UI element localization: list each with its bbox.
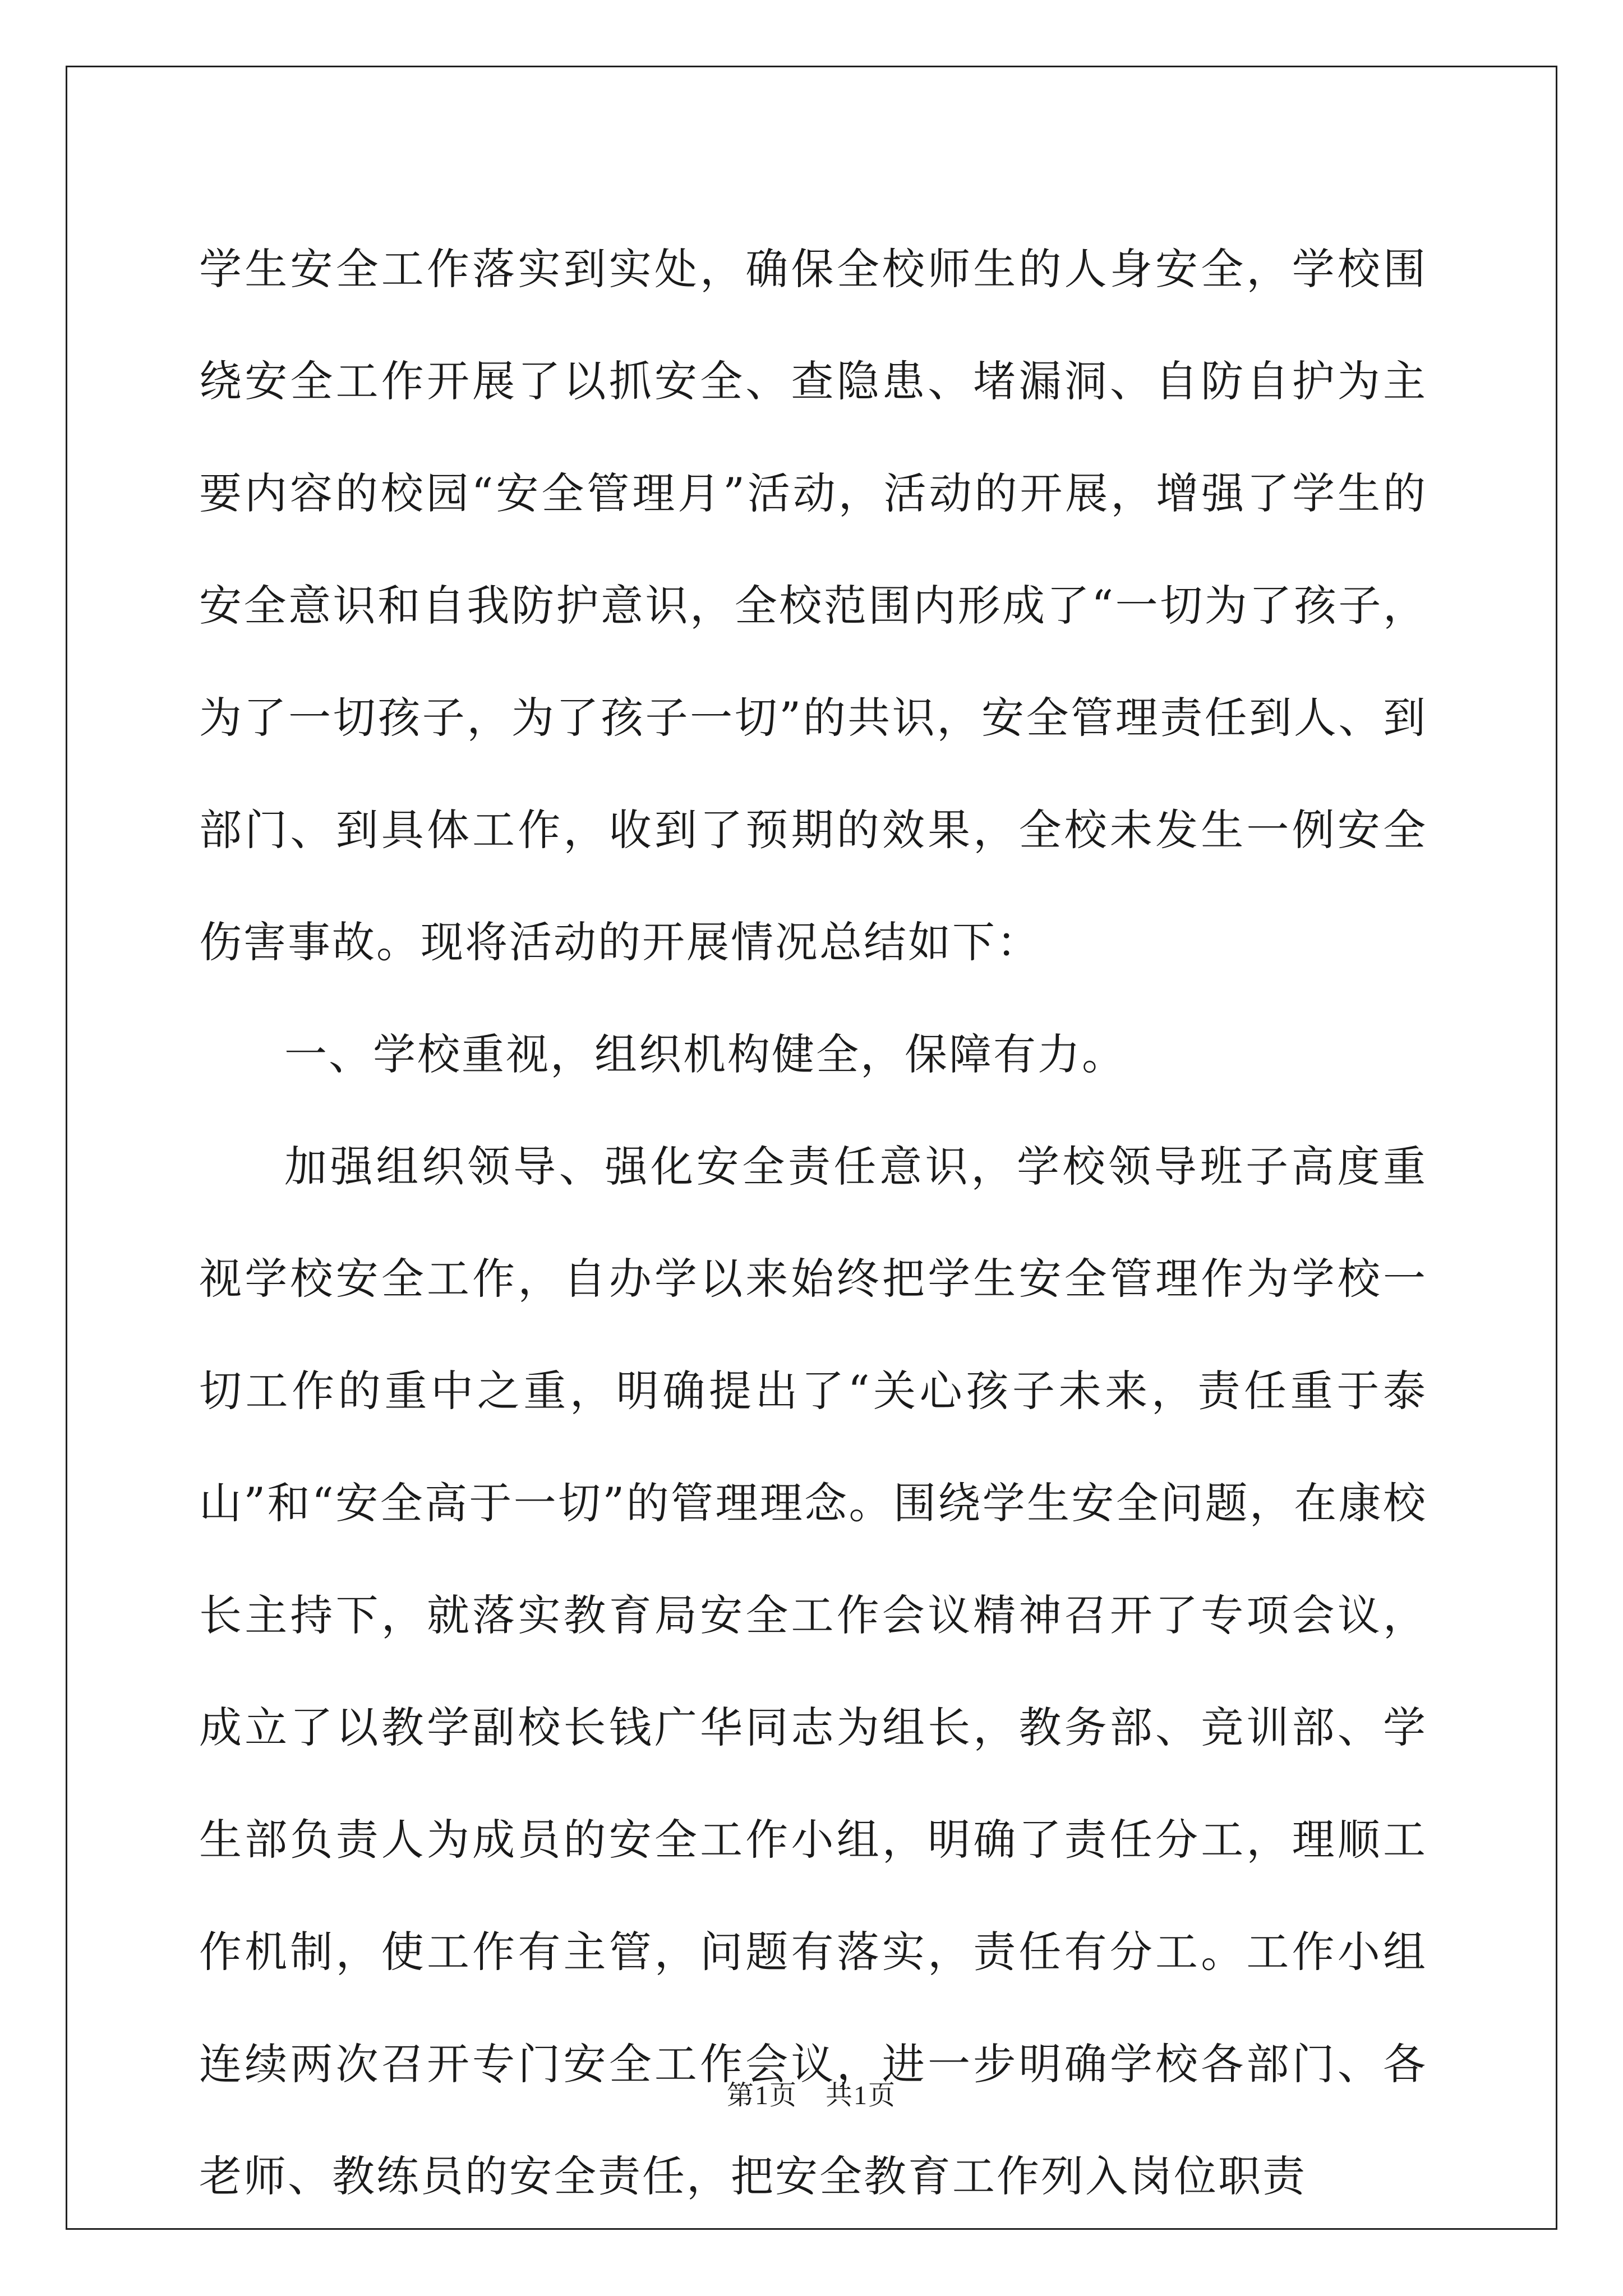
paragraph-heading-one: 一、学校重视，组织机构健全，保障有力。 [284, 1029, 1126, 1079]
document-body [199, 213, 1427, 2233]
paragraph-intro: 学生安全工作落实到实处，确保全校师生的人身安全，学校围绕安全工作开展了以抓安全、查隐患、堵漏洞、自防自护为主要内容的校园“安全管理月”活动，活动的开展，增强了学生的安全意识和自我防护意识，全校范围内形成了“一切为了孩子，为了一切孩子，为了孩子一切”的共识，安全管理责任到人、到部门、到具体工作，收到了预期的效果，全校未发生一例安全伤害事故。现将活动的开展情况总结如下： [199, 244, 1427, 967]
paragraph-organization: 加强组织领导、强化安全责任意识，学校领导班子高度重视学校安全工作，自办学以来始终把学生安全管理作为学校一切工作的重中之重，明确提出了“关心孩子未来，责任重于泰山”和“安全高于一切”的管理理念。围绕学生安全问题，在康校长主持下，就落实教育局安全工作会议精神召开了专项会议，成立了以教学副校长钱广华同志为组长，教务部、竞训部、学生部负责人为成员的安全工作小组，明确了责任分工，理顺工作机制，使工作有主管，问题有落实，责任有分工。工作小组连续两次召开专门安全工作会议，进一步明确学校各部门、各老师、教练员的安全责任，把安全教育工作列入岗位职责 [199, 1142, 1427, 2201]
page-number-footer: 第1页 共1页 [726, 2081, 896, 2110]
